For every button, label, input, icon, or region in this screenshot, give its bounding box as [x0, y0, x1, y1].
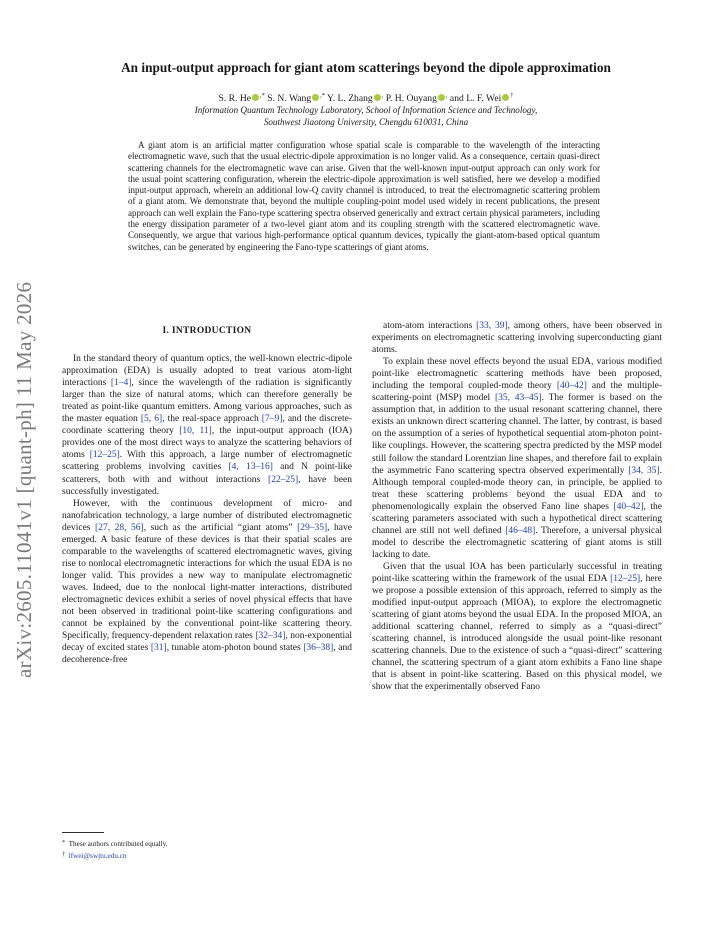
- citation-link[interactable]: [7–9]: [261, 414, 283, 425]
- orcid-icon[interactable]: [502, 94, 509, 101]
- author-mark: †: [510, 92, 514, 99]
- citation-link[interactable]: [29–35]: [297, 522, 328, 533]
- affiliation-line: Information Quantum Technology Laboratory, School of Information Science and Technology,: [194, 105, 538, 115]
- citation-link[interactable]: [35, 43–45]: [494, 393, 542, 404]
- citation-link[interactable]: [31]: [150, 643, 167, 654]
- author-name: L. F. Wei: [466, 93, 502, 104]
- orcid-icon[interactable]: [312, 94, 319, 101]
- author-name: S. R. He: [218, 93, 252, 104]
- citation-link[interactable]: [32–34]: [255, 631, 286, 642]
- author-name: Y. L. Zhang: [327, 93, 373, 104]
- author-name: S. N. Wang: [267, 93, 312, 104]
- citation-link[interactable]: [12–25]: [610, 573, 641, 584]
- citation-link[interactable]: [22–25]: [268, 474, 299, 485]
- affiliation: [60, 104, 672, 128]
- citation-link[interactable]: [36–38]: [303, 643, 334, 654]
- author-mark: ,: [381, 92, 384, 99]
- paper-title: An input-output approach for giant atom scatterings beyond the dipole approximation: [121, 60, 611, 75]
- body-paragraph: Given that the usual IOA has been particularly successful in treating point-like scattering within the framework of the usual EDA [12–25], here we propose a possible extension of this approach, referred to simply as the modified input-output approach (MIOA), to explore the electromagnetic scattering of giant atoms beyond the usual EDA. In the proposed MIOA, an additional scattering channel, referred to simply as a “quasi-direct” scattering channel, is introduced alongside the usual point-like resonant scattering channels. Due to the existence of such a “quasi-direct” scattering channel, the scattering spectrum of a giant atom exhibits a Fano line shape that is absent in point-like scattering. Based on this physical model, we show that the experimentally observed Fano: [372, 561, 662, 693]
- citation-link[interactable]: [12–25]: [89, 450, 120, 461]
- left-column: [62, 320, 352, 666]
- footnote-email: [62, 850, 352, 862]
- citation-link[interactable]: [27, 28, 56]: [95, 522, 144, 533]
- body-paragraph: atom-atom interactions [33, 39], among others, have been observed in experiments on electromagnetic scattering involving superconducting giant atoms.: [372, 321, 662, 356]
- author-mark: ,*: [320, 92, 325, 99]
- left-paragraphs: [62, 353, 352, 666]
- right-paragraphs: [372, 320, 662, 693]
- email-link[interactable]: lfwei@swjtu.edu.cn: [68, 851, 127, 860]
- citation-link[interactable]: [33, 39]: [476, 321, 508, 331]
- citation-link[interactable]: [4, 13–16]: [228, 462, 273, 473]
- author-mark: ,*: [260, 92, 265, 99]
- orcid-icon[interactable]: [252, 94, 259, 101]
- affiliation-line: Southwest Jiaotong University, Chengdu 610031, China: [263, 117, 469, 128]
- body-paragraph: In the standard theory of quantum optics, the well-known electric-dipole approximation (EDA) is usually adopted to treat various atom-light interactions [1–4], since the wavelength of the radiation is significantly larger than the size of natural atoms, which can therefore generally be treated as point-like quantum emitters. Among various approaches, such as the master equation [5, 6], the real-space approach [7–9], and the discrete-coordinate scattering theory [10, 11], the input-output approach (IOA) provides one of the most direct ways to analyze the scattering behaviors of atoms [12–25]. With this approach, a large number of electromagnetic scattering problems involving cavities [4, 13–16] and N point-like scatterers, both with and without interactions [22–25], have been successfully investigated.: [62, 354, 353, 497]
- arxiv-identifier[interactable]: arXiv:2605.11041v1 [quant-ph] 11 May 2026: [12, 281, 36, 678]
- abstract: A giant atom is an artificial matter configuration whose spatial scale is comparable to the wavelength of the interacting electromagnetic wave, such that the usual electric-dipole approximation is no longer valid. As a consequence, certain quasi-direct scattering channels for the electromagnetic wave can arise. Given that the well-known input-output approach can only work for the usual point scattering configuration, wherein the electric-dipole approximation is well satisfied, here we develop a modified input-output approach, wherein an additional low-Q cavity channel is introduced, to treat the electromagnetic scattering problem of a giant atom. We demonstrate that, beyond the multiple coupling-point model used widely in recent publications, the present approach can well explain the Fano-type scattering spectra observed generically and extract certain physical parameters, including the energy dissipation parameter of a two-level giant atom and its coupling strength with the scattered electromagnetic wave. Consequently, we argue that various high-performance optical quantum devices, typically the giant-atom-based optical quantum switches, can be generated by engineering the Fano-type scatterings of giant atoms.: [128, 140, 600, 252]
- footnote-text: These authors contributed equally.: [68, 840, 168, 848]
- footnote-equal-contribution: [62, 838, 352, 850]
- citation-link[interactable]: [34, 35]: [628, 465, 660, 476]
- body-paragraph: However, with the continuous development of micro- and nanofabrication technology, a large number of distributed electromagnetic devices [27, 28, 56], such as the artificial “giant atoms” [29–35], have emerged. A basic feature of these devices is that their spatial scales are comparable to the wavelengths of scattered electromagnetic waves, giving rise to nonlocal electromagnetic interactions for which the usual EDA is no longer valid. This provides a new way to manipulate electromagnetic waves. Indeed, due to the nonlocal light-matter interactions, distributed electromagnetic devices exhibit a series of novel physical effects that have not been observed in traditional point-like scattering configurations and cannot be explained by the conventional point-like scattering theory. Specifically, frequency-dependent relaxation rates [32–34], non-exponential decay of excited states [31], tunable atom-photon bound states [36–38], and decoherence-free: [62, 498, 352, 666]
- citation-link[interactable]: [46–48]: [505, 525, 536, 536]
- citation-link[interactable]: [1–4]: [110, 378, 132, 389]
- citation-link[interactable]: [40–42]: [556, 381, 587, 392]
- citation-link[interactable]: [10, 11]: [179, 426, 212, 437]
- orcid-icon[interactable]: [374, 94, 381, 101]
- body-paragraph: To explain these novel effects beyond the usual EDA, various modified point-like electromagnetic scattering methods have been proposed, including the temporal coupled-mode theory [40–42] and the multiple-scattering-point (MSP) model [35, 43–45]. The former is based on the assumption that, in addition to the usual resonant scattering channel, there exists an unknown direct scattering channel. The latter, by contrast, is based on the assumption of a series of hypothetical sequential atom-photon point-like couplings. However, the scattering spectra predicted by the MSP model still follow the standard Lorentzian line shapes, and therefore fail to explain the asymmetric Fano scattering spectra observed experimentally [34, 35]. Although temporal coupled-mode theory can, in principle, be applied to treat these scattering problems beyond the usual EDA and to phenomenologically explain the observed Fano line shapes [40–42], the scattering parameters associated with such a hypothetical direct scattering channel are still not well defined [46–48]. Therefore, a universal physical model to describe the electromagnetic scattering of giant atoms is still lacking to date.: [372, 357, 663, 560]
- footnotes: [62, 838, 352, 861]
- footnote-symbol: †: [62, 851, 65, 858]
- orcid-icon[interactable]: [438, 94, 445, 101]
- footnote-rule: [62, 832, 104, 833]
- citation-link[interactable]: [5, 6]: [140, 414, 163, 425]
- section-heading: I. INTRODUCTION: [162, 326, 252, 336]
- footnote-symbol: *: [62, 840, 65, 846]
- author-name: P. H. Ouyang: [385, 93, 437, 104]
- author-mark: ,: [445, 92, 448, 99]
- author-list: S. R. He ,* S. N. Wang ,* Y. L. Zhang , P. H. Ouyang , and L. F. Wei †: [218, 92, 514, 104]
- citation-link[interactable]: [40–42]: [613, 501, 644, 512]
- right-column: [372, 320, 662, 693]
